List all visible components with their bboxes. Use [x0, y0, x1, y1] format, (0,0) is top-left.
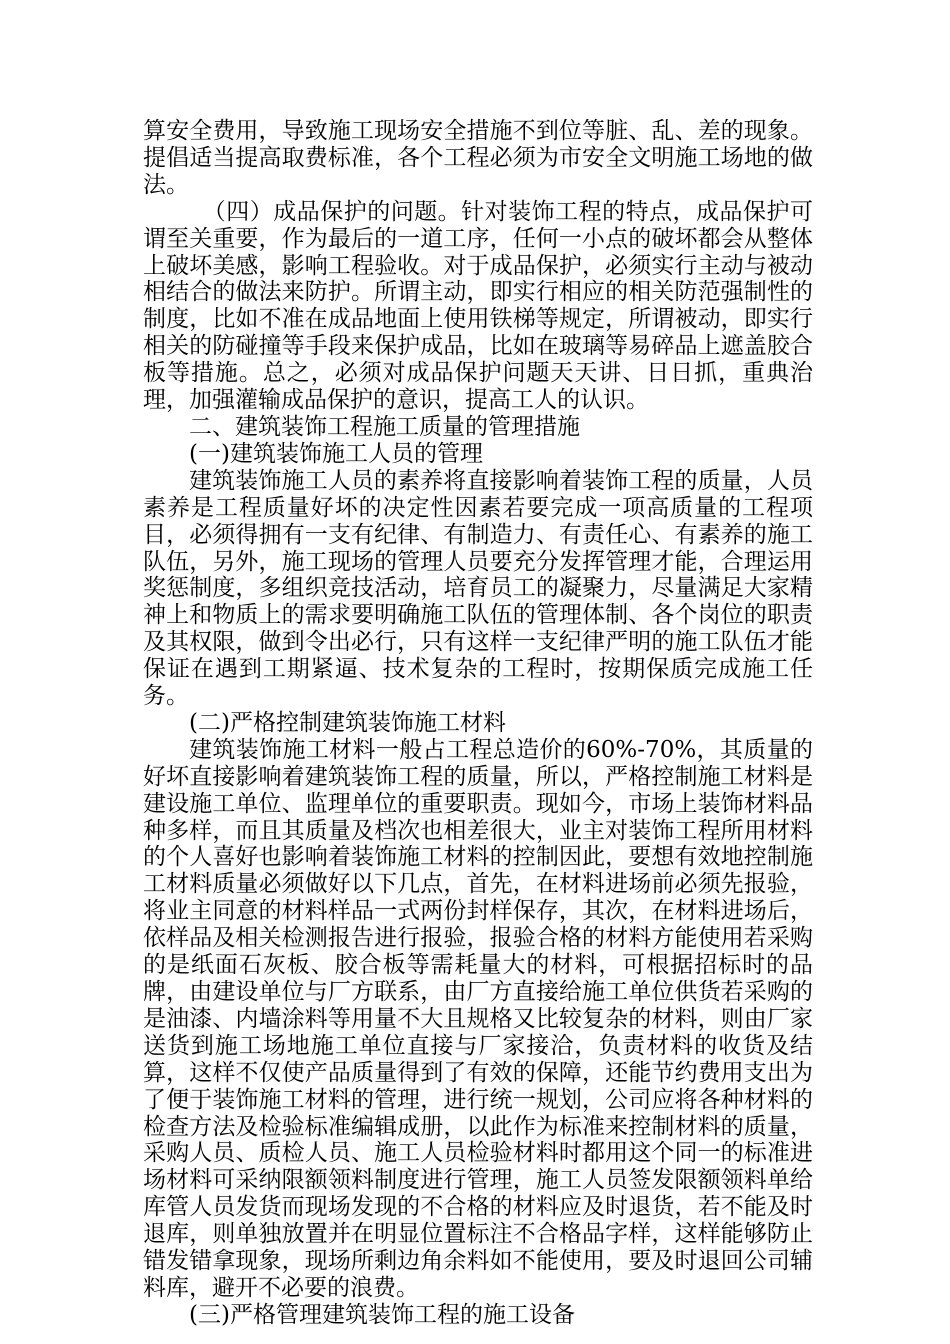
- subsection-heading-equipment: (三)严格管理建筑装饰工程的施工设备: [189, 1301, 575, 1328]
- section-heading-quality-measures: 二、建筑装饰工程施工质量的管理措施: [189, 413, 580, 440]
- paragraph-personnel: 建筑装饰施工人员的素养将直接影响着装饰工程的质量，人员素养是工程质量好坏的决定性因素若要完成一项高质量的工程项目，必须得拥有一支有纪律、有制造力、有责任心、有素养的施工队伍，另外，施工现场的管理人员要充分发挥管理才能，合理运用奖惩制度，多组织竞技活动，培育员工的凝聚力，尽量满足大家精神上和物质上的需求要明确施工队伍的管理体制、各个岗位的职责及其权限，做到令出必行，只有这样一支纪律严明的施工队伍才能保证在遇到工期紧逼、技术复杂的工程时，按期保质完成施工任务。: [143, 467, 813, 710]
- subsection-heading-personnel: (一)建筑装饰施工人员的管理: [189, 440, 483, 467]
- subsection-heading-materials: (二)严格控制建筑装饰施工材料: [189, 709, 506, 736]
- paragraph-finished-product-protection: （四）成品保护的问题。针对装饰工程的特点，成品保护可谓至关重要，作为最后的一道工序，任何一小点的破坏都会从整体上破坏美感，影响工程验收。对于成品保护，必须实行主动与被动相结合的做法来防护。所谓主动，即实行相应的相关防范强制性的制度，比如不准在成品地面上使用铁梯等规定，所谓被动，即实行相关的防碰撞等手段来保护成品，比如在玻璃等易碎品上遮盖胶合板等措施。总之，必须对成品保护问题天天讲、日日抓，重典治理，加强灌输成品保护的意识，提高工人的认识。: [143, 198, 813, 414]
- paragraph-materials: 建筑装饰施工材料一般占工程总造价的60%-70%，其质量的好坏直接影响着建筑装饰工程的质量，所以，严格控制施工材料是建设施工单位、监理单位的重要职责。现如今，市场上装饰材料品种多样，而且其质量及档次也相差很大，业主对装饰工程所用材料的个人喜好也影响着装饰施工材料的控制因此，要想有效地控制施工材料质量必须做好以下几点，首先，在材料进场前必须先报验，将业主同意的材料样品一式两份封样保存，其次，在材料进场后，依样品及相关检测报告进行报验，报验合格的材料方能使用若采购的是纸面石灰板、胶合板等需耗量大的材料，可根据招标时的品牌，由建设单位与厂方联系，由厂方直接给施工单位供货若采购的是油漆、内墙涂料等用量不大且规格又比较复杂的材料，则由厂家送货到施工场地施工单位直接与厂家接洽，负责材料的收货及结算，这样不仅使产品质量得到了有效的保障，还能节约费用支出为了便于装饰施工材料的管理，进行统一规划，公司应将各种材料的检查方法及检验标准编辑成册，以此作为标准来控制材料的质量，采购人员、质检人员、施工人员检验材料时都用这个同一的标准进场材料可采纳限额领料制度进行管理，施工人员签发限额领料单给库管人员发货而现场发现的不合格的材料应及时退货，若不能及时退库，则单独放置并在明显位置标注不合格品字样，这样能够防止错发错拿现象，现场所剩边角余料如不能使用，要及时退回公司辅料库，避开不必要的浪费。: [143, 736, 813, 1301]
- paragraph-continuation: 算安全费用，导致施工现场安全措施不到位等脏、乱、差的现象。提倡适当提高取费标准，各个工程必须为市安全文明施工场地的做法。: [143, 118, 813, 198]
- document-page: [143, 118, 813, 1329]
